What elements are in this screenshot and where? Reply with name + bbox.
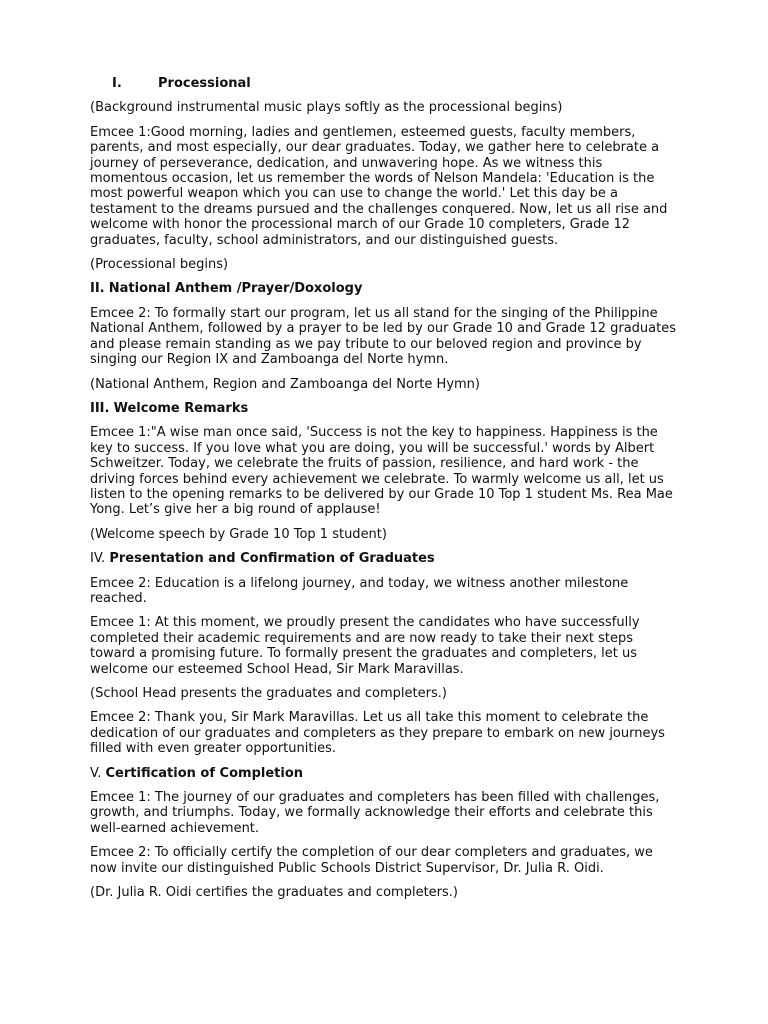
section-2-paragraph-1: Emcee 2: To formally start our program, let us all stand for the singing of the Philippine National Anthem, followed by a prayer to be led by our Grade 10 and Grade 12 graduates and please remain standing as we pay tribute to our beloved region and province by singing our Region IX and Zamboanga del Norte hymn.	[90, 305, 676, 368]
section-3-paragraph-1: Emcee 1:"A wise man once said, 'Success is not the key to happiness. Happiness is the key to success. If you love what you are doing, you will be successful.' words by Albert Schweitzer. Today, we celebrate the fruits of passion, resilience, and hard work - the driving forces behind every achievement we celebrate. To warmly welcome us all, let us listen to the opening remarks to be delivered by our Grade 10 Top 1 student Ms. Rea Mae Yong. Let’s give her a big round of applause!	[90, 425, 673, 518]
section-1-paragraph-1: (Background instrumental music plays softly as the processional begins)	[90, 100, 563, 116]
section-5-heading	[90, 766, 682, 781]
section-3-number: III.	[90, 400, 110, 416]
section-5-paragraph-1: Emcee 1: The journey of our graduates and completers has been filled with challenges, growth, and triumphs. Today, we formally acknowledge their efforts and celebrate this well-earned achievement.	[90, 790, 660, 836]
section-1-paragraph-2: Emcee 1:Good morning, ladies and gentlemen, esteemed guests, faculty members, parents, and most especially, our dear graduates. Today, we gather here to celebrate a journey of perseverance, dedication, and unwavering hope. As we witness this momentous occasion, let us remember the words of Nelson Mandela: 'Education is the most powerful weapon which you can use to change the world.' Let this day be a testament to the dreams pursued and the challenges conquered. Now, let us all rise and welcome with honor the processional march of our Grade 10 completers, Grade 12 graduates, faculty, school administrators, and our distinguished guests.	[90, 124, 668, 248]
section-5-paragraph-3: (Dr. Julia R. Oidi certifies the graduates and completers.)	[90, 885, 458, 901]
section-4-paragraph-2: Emcee 1: At this moment, we proudly present the candidates who have successfully completed their academic requirements and are now ready to take their next steps toward a promising future. To formally present the graduates and completers, let us welcome our esteemed School Head, Sir Mark Maravillas.	[90, 615, 640, 677]
section-3-title: Welcome Remarks	[113, 400, 249, 416]
section-1-paragraph-3: (Processional begins)	[90, 257, 229, 273]
section-3-paragraph-2: (Welcome speech by Grade 10 Top 1 student)	[90, 526, 387, 542]
section-2-title: National Anthem /Prayer/Doxology	[108, 281, 363, 297]
section-5-paragraph-2: Emcee 2: To officially certify the completion of our dear completers and graduates, we now invite our distinguished Public Schools District Supervisor, Dr. Julia R. Oidi.	[90, 845, 653, 876]
section-1-number: I.	[112, 76, 122, 91]
section-4-paragraph-1: Emcee 2: Education is a lifelong journey, and today, we witness another milestone reached.	[90, 575, 629, 606]
section-4-paragraph-4: Emcee 2: Thank you, Sir Mark Maravillas. Let us all take this moment to celebrate the dedication of our graduates and completers as they prepare to embark on new journeys filled with even greater opportunities.	[90, 710, 665, 757]
section-4-heading	[90, 551, 682, 566]
section-1-title: Processional	[158, 76, 251, 91]
section-2-paragraph-2: (National Anthem, Region and Zamboanga del Norte Hymn)	[90, 376, 480, 392]
section-2-heading	[90, 281, 682, 296]
section-1-heading	[90, 76, 682, 91]
section-2-number: II.	[90, 281, 105, 297]
section-4-title: Presentation and Confirmation of Graduates	[109, 551, 435, 567]
section-5-title: Certification of Completion	[105, 765, 304, 781]
section-5-number: V.	[90, 765, 102, 781]
section-4-number: IV.	[90, 551, 106, 567]
section-3-heading	[90, 401, 682, 416]
section-4-paragraph-3: (School Head presents the graduates and completers.)	[90, 686, 447, 701]
